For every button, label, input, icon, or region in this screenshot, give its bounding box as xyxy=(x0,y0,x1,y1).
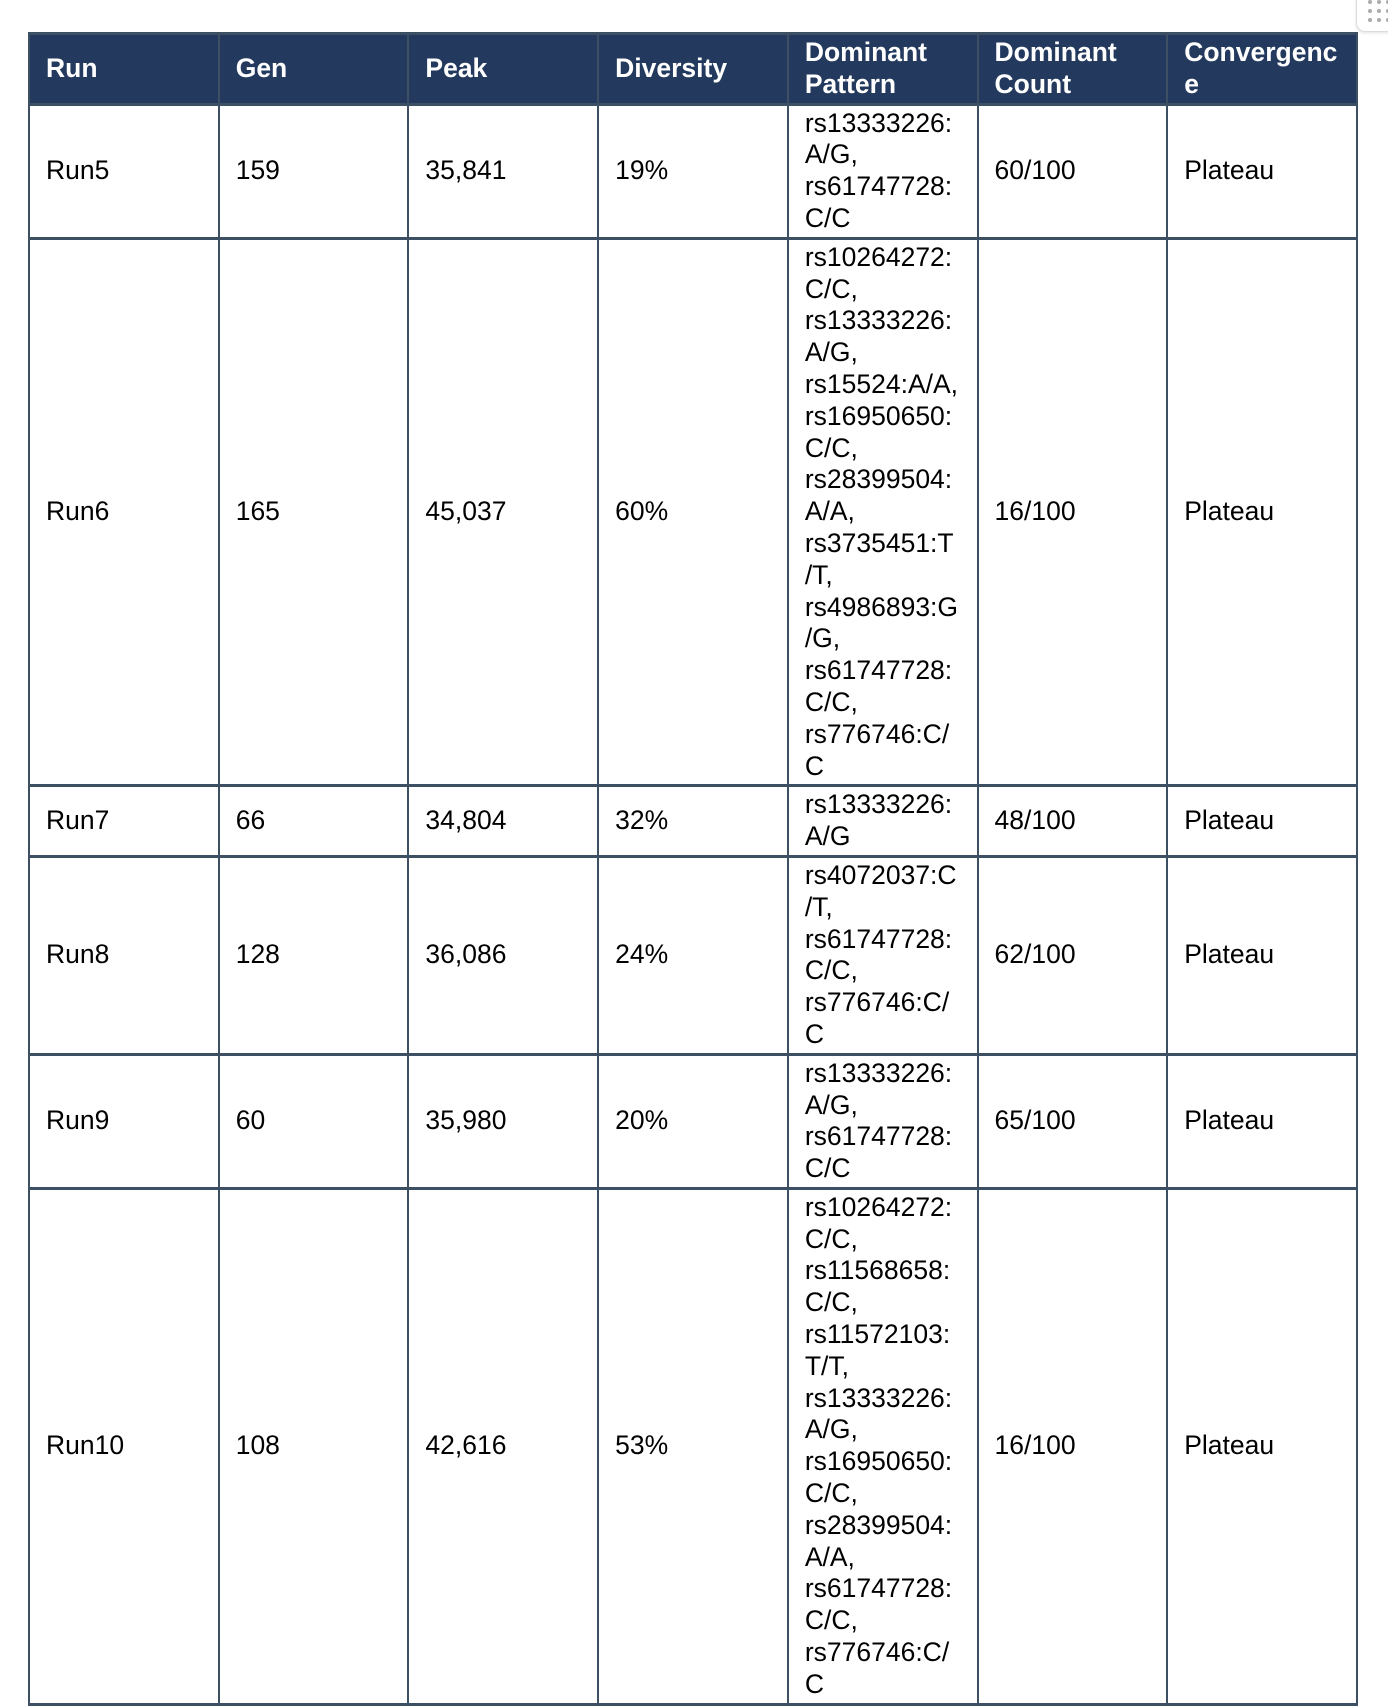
column-header-dominant-count[interactable]: Dominant Count xyxy=(978,34,1168,105)
table-row xyxy=(29,104,1357,238)
cell-diversity[interactable]: 60% xyxy=(598,238,788,786)
cell-run[interactable]: Run6 xyxy=(29,238,219,786)
cell-run[interactable]: Run10 xyxy=(29,1188,219,1704)
table-row xyxy=(29,1188,1357,1704)
cell-gen[interactable]: 108 xyxy=(219,1188,409,1704)
cell-peak[interactable]: 34,804 xyxy=(408,786,598,857)
cell-run[interactable]: Run8 xyxy=(29,856,219,1054)
cell-diversity[interactable]: 19% xyxy=(598,104,788,238)
table-header xyxy=(29,34,1357,105)
cell-diversity[interactable]: 32% xyxy=(598,786,788,857)
cell-peak[interactable]: 35,841 xyxy=(408,104,598,238)
cell-dominant-count[interactable]: 16/100 xyxy=(978,1188,1168,1704)
cell-gen[interactable]: 165 xyxy=(219,238,409,786)
cell-peak[interactable]: 35,980 xyxy=(408,1054,598,1188)
cell-dominant-pattern[interactable]: rs13333226:A/G, rs61747728:C/C xyxy=(788,104,978,238)
cell-peak[interactable]: 36,086 xyxy=(408,856,598,1054)
cell-diversity[interactable]: 24% xyxy=(598,856,788,1054)
table-row xyxy=(29,786,1357,857)
cell-convergence[interactable]: Plateau xyxy=(1167,238,1357,786)
grid-dots-icon xyxy=(1368,0,1388,22)
column-header-diversity[interactable]: Diversity xyxy=(598,34,788,105)
cell-dominant-count[interactable]: 62/100 xyxy=(978,856,1168,1054)
cell-diversity[interactable]: 20% xyxy=(598,1054,788,1188)
cell-dominant-pattern[interactable]: rs10264272:C/C, rs11568658:C/C, rs11572103:T/T, rs13333226:A/G, rs16950650:C/C, rs28399504:A/A, rs61747728:C/C, rs776746:C/C xyxy=(788,1188,978,1704)
header-row xyxy=(29,34,1357,105)
cell-dominant-pattern[interactable]: rs13333226:A/G, rs61747728:C/C xyxy=(788,1054,978,1188)
table-body xyxy=(29,104,1357,1704)
results-table xyxy=(28,32,1358,1706)
cell-gen[interactable]: 159 xyxy=(219,104,409,238)
cell-dominant-count[interactable]: 60/100 xyxy=(978,104,1168,238)
cell-run[interactable]: Run5 xyxy=(29,104,219,238)
cell-dominant-count[interactable]: 16/100 xyxy=(978,238,1168,786)
cell-gen[interactable]: 128 xyxy=(219,856,409,1054)
cell-convergence[interactable]: Plateau xyxy=(1167,1054,1357,1188)
column-header-peak[interactable]: Peak xyxy=(408,34,598,105)
column-header-run[interactable]: Run xyxy=(29,34,219,105)
table-row xyxy=(29,856,1357,1054)
table-row xyxy=(29,238,1357,786)
cell-peak[interactable]: 45,037 xyxy=(408,238,598,786)
cell-run[interactable]: Run7 xyxy=(29,786,219,857)
cell-peak[interactable]: 42,616 xyxy=(408,1188,598,1704)
cell-dominant-pattern[interactable]: rs13333226:A/G xyxy=(788,786,978,857)
cell-diversity[interactable]: 53% xyxy=(598,1188,788,1704)
column-header-gen[interactable]: Gen xyxy=(219,34,409,105)
column-header-dominant-pattern[interactable]: Dominant Pattern xyxy=(788,34,978,105)
cell-gen[interactable]: 66 xyxy=(219,786,409,857)
table-options-button[interactable] xyxy=(1356,0,1388,32)
table-row xyxy=(29,1054,1357,1188)
cell-convergence[interactable]: Plateau xyxy=(1167,856,1357,1054)
cell-dominant-pattern[interactable]: rs10264272:C/C, rs13333226:A/G, rs15524:A/A, rs16950650:C/C, rs28399504:A/A, rs3735451:T/T, rs4986893:G/G, rs61747728:C/C, rs776746:C/C xyxy=(788,238,978,786)
cell-dominant-count[interactable]: 48/100 xyxy=(978,786,1168,857)
cell-gen[interactable]: 60 xyxy=(219,1054,409,1188)
cell-dominant-pattern[interactable]: rs4072037:C/T, rs61747728:C/C, rs776746:C/C xyxy=(788,856,978,1054)
cell-run[interactable]: Run9 xyxy=(29,1054,219,1188)
column-header-convergence[interactable]: Convergence xyxy=(1167,34,1357,105)
cell-convergence[interactable]: Plateau xyxy=(1167,786,1357,857)
cell-dominant-count[interactable]: 65/100 xyxy=(978,1054,1168,1188)
cell-convergence[interactable]: Plateau xyxy=(1167,104,1357,238)
cell-convergence[interactable]: Plateau xyxy=(1167,1188,1357,1704)
